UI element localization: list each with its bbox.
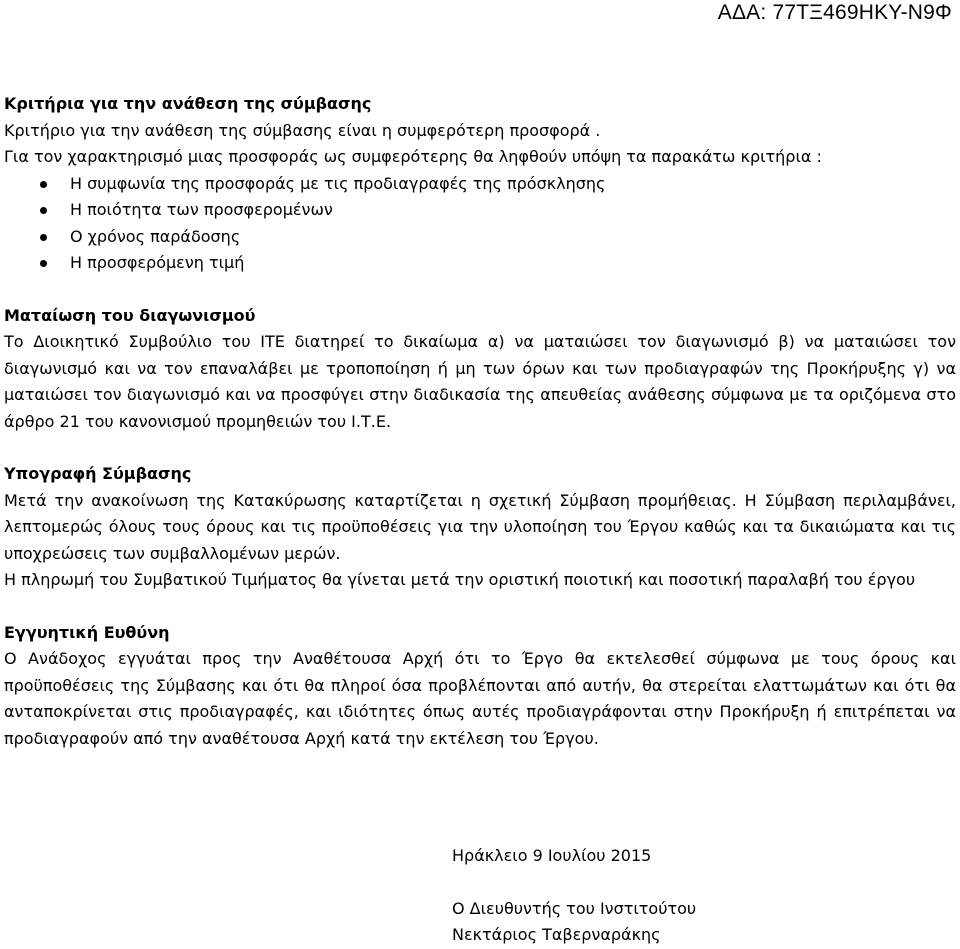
spacer bbox=[4, 277, 956, 303]
criteria-item-text: Η προσφερόμενη τιμή bbox=[70, 253, 245, 272]
ada-code: ΑΔΑ: 77ΤΞ469ΗΚΥ-Ν9Φ bbox=[717, 1, 952, 24]
bullet-icon bbox=[40, 260, 47, 267]
list-item bbox=[4, 197, 956, 224]
contract-heading: Υπογραφή Σύμβασης bbox=[4, 464, 192, 483]
spacer bbox=[4, 435, 956, 461]
criteria-list bbox=[4, 171, 956, 277]
criteria-item-text: Ο χρόνος παράδοσης bbox=[70, 226, 241, 246]
bullet-icon bbox=[40, 181, 47, 188]
document-body bbox=[4, 91, 956, 752]
spacer bbox=[4, 594, 956, 620]
warranty-heading: Εγγυητική Ευθύνη bbox=[4, 622, 170, 642]
list-item bbox=[4, 224, 956, 251]
signature-name: Νεκτάριος Ταβερναράκης bbox=[452, 925, 661, 944]
contract-text-1: Μετά την ανακοίνωση της Κατακύρωσης καταρτίζεται η σχετική Σύμβαση προμήθειας. Η Σύμβαση περιλαμβάνει, λεπτομερώς όλους τους όρους και τις προϋποθέσεις για την υλοποίηση του Έργου καθώς και τα δικαιώματα και τις υποχρεώσεις των συμβαλλομένων μερών. bbox=[4, 490, 956, 563]
contract-text-2: Η πληρωμή του Συμβατικού Τιμήματος θα γίνεται μετά την οριστική ποιοτική και ποσοτική παραλαβή του έργου bbox=[4, 570, 916, 589]
bullet-icon bbox=[40, 207, 47, 214]
criteria-item-text: Η συμφωνία της προσφοράς με τις προδιαγραφές της πρόσκλησης bbox=[70, 173, 606, 193]
signature-role: Ο Διευθυντής του Ινστιτούτου bbox=[452, 899, 697, 918]
list-item bbox=[4, 250, 956, 277]
cancellation-heading: Ματαίωση του διαγωνισμού bbox=[4, 305, 256, 325]
bullet-icon bbox=[40, 234, 47, 241]
criteria-line-2: Για τον χαρακτηρισμό μιας προσφοράς ως συμφερότερης θα ληφθούν υπόψη τα παρακάτω κριτήρια : bbox=[4, 147, 822, 166]
criteria-line-1: Κριτήριο για την ανάθεση της σύμβασης είναι η συμφερότερη προσφορά . bbox=[4, 120, 601, 140]
criteria-heading: Κριτήρια για την ανάθεση της σύμβασης bbox=[4, 94, 372, 113]
cancellation-text: Το Διοικητικό Συμβούλιο του ΙΤΕ διατηρεί το δικαίωμα α) να ματαιώσει τον διαγωνισμό β) να ματαιώσει τον διαγωνισμό και να τον επαναλάβει με τροποποίηση ή μη των όρων και των προδιαγραφών της Προκήρυξης γ) να ματαιώσει τον διαγωνισμό και να προσφύγει στην διαδικασία της απευθείας ανάθεσης σύμφωνα με τα οριζόμενα στο άρθρο 21 του κανονισμού προμηθειών του Ι.Τ.Ε. bbox=[4, 332, 956, 431]
list-item bbox=[4, 171, 956, 198]
warranty-text: Ο Ανάδοχος εγγυάται προς την Αναθέτουσα Αρχή ότι το Έργο θα εκτελεσθεί σύμφωνα με τους όρους και προϋποθέσεις της Σύμβασης και ότι θα πληροί όσα προβλέπονται από αυτήν, θα στερείται ελαττωμάτων και ότι θα ανταποκρίνεται στις προδιαγραφές, και ιδιότητες όπως αυτές προδιαγράφονται στην Προκήρυξη ή επιτρέπεται να προδιαγραφούν από την αναθέτουσα Αρχή κατά την εκτέλεση του Έργου. bbox=[4, 649, 956, 748]
criteria-item-text: Η ποιότητα των προσφερομένων bbox=[70, 200, 333, 219]
signature-place-date: Ηράκλειο 9 Ιουλίου 2015 bbox=[452, 846, 652, 865]
